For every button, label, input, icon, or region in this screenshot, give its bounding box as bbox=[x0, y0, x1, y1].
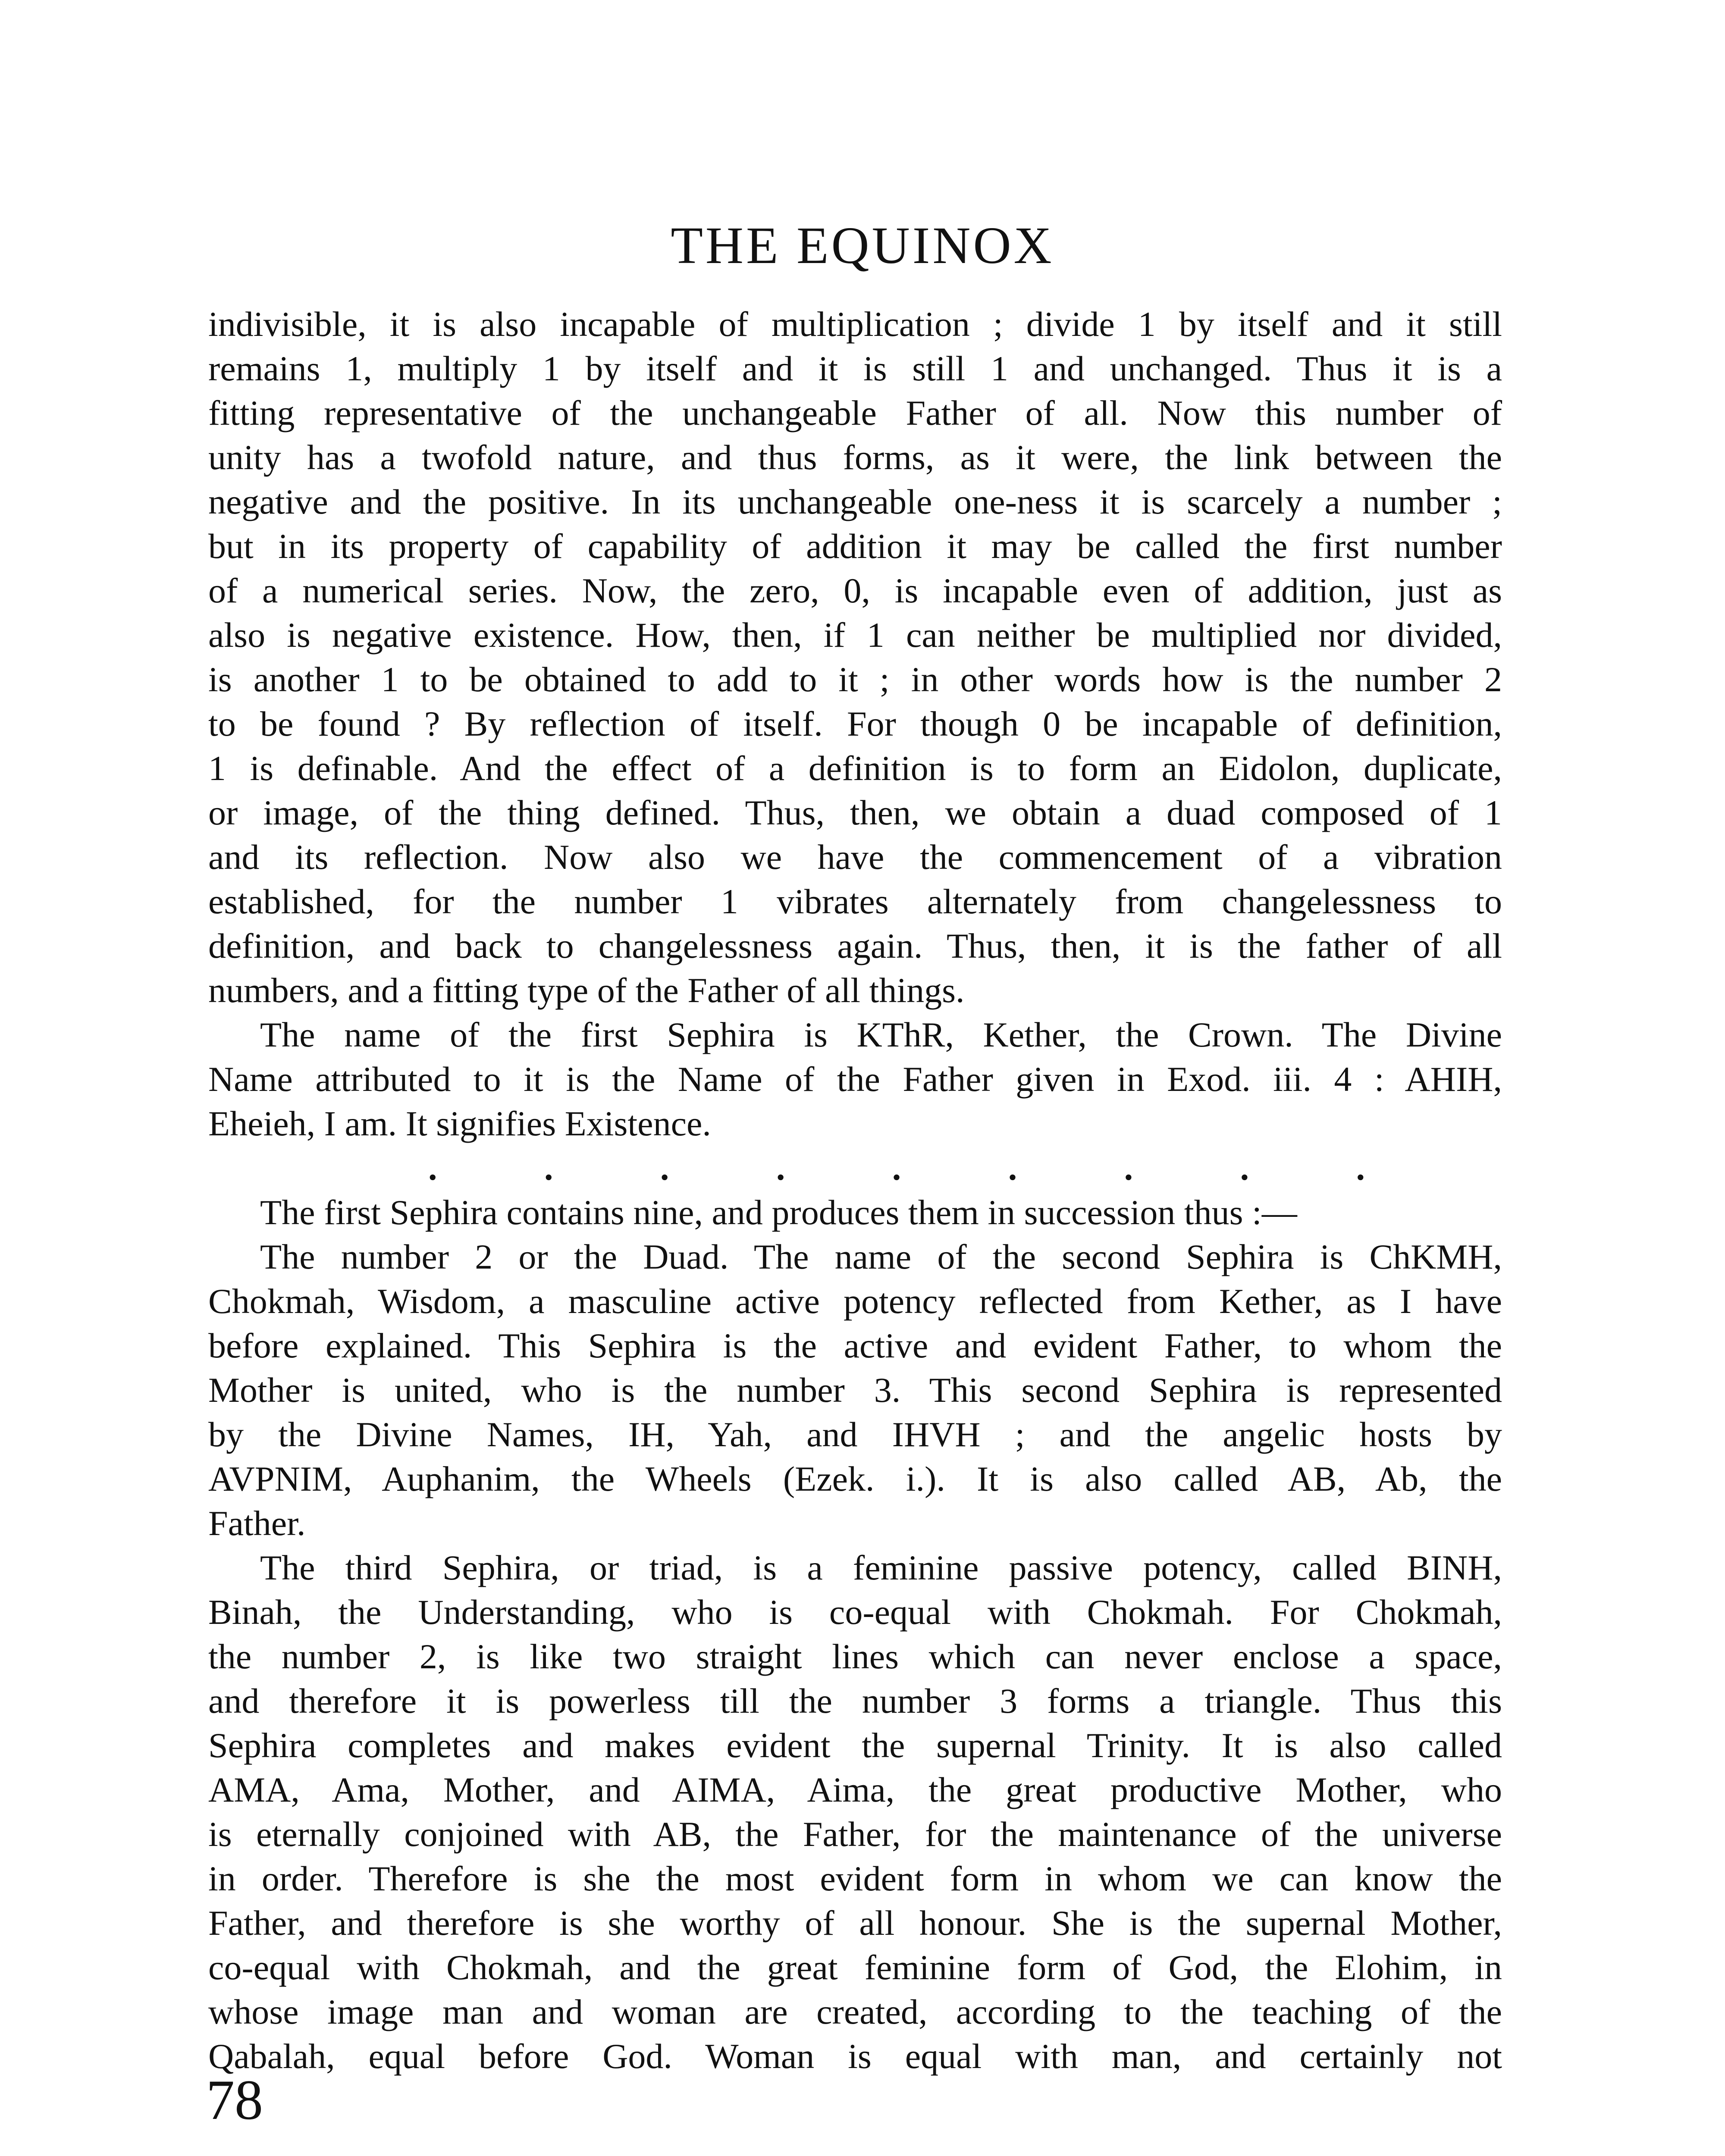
text-line: The third Sephira, or triad, is a feminine passive potency, called BINH, bbox=[260, 1548, 1502, 1587]
page-number: 78 bbox=[206, 2068, 263, 2131]
text-line: is another 1 to be obtained to add to it ; in other words how is the number 2 bbox=[208, 660, 1502, 699]
text-line: remains 1, multiply 1 by itself and it is still 1 and unchanged. Thus it is a bbox=[208, 349, 1502, 388]
text-line: Name attributed to it is the Name of the Father given in Exod. iii. 4 : AHIH, bbox=[208, 1059, 1502, 1099]
text-line: before explained. This Sephira is the active and evident Father, to whom the bbox=[208, 1326, 1502, 1365]
text-line: definition, and back to changelessness again. Thus, then, it is the father of all bbox=[208, 926, 1502, 965]
text-line: numbers, and a fitting type of the Father of all things. bbox=[208, 971, 965, 1010]
text-line: unity has a twofold nature, and thus forms, as it were, the link between the bbox=[208, 438, 1502, 477]
text-line: The name of the first Sephira is KThR, Kether, the Crown. The Divine bbox=[260, 1015, 1502, 1054]
text-line: Binah, the Understanding, who is co-equal with Chokmah. For Chokmah, bbox=[208, 1592, 1502, 1632]
text-line: or image, of the thing defined. Thus, then, we obtain a duad composed of 1 bbox=[208, 793, 1502, 832]
text-line: indivisible, it is also incapable of multiplication ; divide 1 by itself and it still bbox=[208, 304, 1502, 344]
body-text bbox=[208, 302, 1502, 2078]
text-line: and therefore it is powerless till the number 3 forms a triangle. Thus this bbox=[208, 1681, 1502, 1720]
section-break-dots: . . . . . . . . . bbox=[428, 1148, 1365, 1188]
text-line: The number 2 or the Duad. The name of the second Sephira is ChKMH, bbox=[260, 1237, 1502, 1276]
text-line: in order. Therefore is she the most evident form in whom we can know the bbox=[208, 1859, 1502, 1898]
text-line: to be found ? By reflection of itself. For though 0 be incapable of definition, bbox=[208, 704, 1502, 743]
text-line: Chokmah, Wisdom, a masculine active potency reflected from Kether, as I have bbox=[208, 1282, 1502, 1321]
text-line: AMA, Ama, Mother, and AIMA, Aima, the great productive Mother, who bbox=[208, 1770, 1502, 1809]
text-line: is eternally conjoined with AB, the Father, for the maintenance of the universe bbox=[208, 1814, 1502, 1854]
text-line: AVPNIM, Auphanim, the Wheels (Ezek. i.). It is also called AB, Ab, the bbox=[208, 1459, 1502, 1498]
running-head: THE EQUINOX bbox=[671, 216, 1054, 275]
text-line: also is negative existence. How, then, if 1 can neither be multiplied nor divided, bbox=[208, 615, 1502, 655]
text-line: negative and the positive. In its unchangeable one-ness it is scarcely a number ; bbox=[208, 482, 1502, 521]
text-line: whose image man and woman are created, according to the teaching of the bbox=[208, 1992, 1502, 2031]
text-line: Father, and therefore is she worthy of all honour. She is the supernal Mother, bbox=[208, 1903, 1502, 1943]
text-line: and its reflection. Now also we have the commencement of a vibration bbox=[208, 837, 1502, 877]
text-line: the number 2, is like two straight lines which can never enclose a space, bbox=[208, 1637, 1502, 1676]
text-line: established, for the number 1 vibrates alternately from changelessness to bbox=[208, 882, 1502, 921]
text-line: by the Divine Names, IH, Yah, and IHVH ; and the angelic hosts by bbox=[208, 1415, 1502, 1454]
text-line: Sephira completes and makes evident the supernal Trinity. It is also called bbox=[208, 1726, 1502, 1765]
text-line: fitting representative of the unchangeable Father of all. Now this number of bbox=[208, 393, 1502, 432]
text-line: co-equal with Chokmah, and the great feminine form of God, the Elohim, in bbox=[208, 1948, 1502, 1987]
text-line: 1 is definable. And the effect of a definition is to form an Eidolon, duplicate, bbox=[208, 749, 1502, 788]
text-line: of a numerical series. Now, the zero, 0, is incapable even of addition, just as bbox=[208, 571, 1502, 610]
text-line: Father. bbox=[208, 1504, 306, 1543]
text-line: The first Sephira contains nine, and produces them in succession thus :— bbox=[260, 1193, 1297, 1232]
text-line: Mother is united, who is the number 3. This second Sephira is represented bbox=[208, 1370, 1502, 1410]
text-line: Eheieh, I am. It signifies Existence. bbox=[208, 1104, 711, 1143]
text-line: Qabalah, equal before God. Woman is equal with man, and certainly not bbox=[208, 2037, 1502, 2076]
text-line: but in its property of capability of addition it may be called the first number bbox=[208, 526, 1502, 566]
